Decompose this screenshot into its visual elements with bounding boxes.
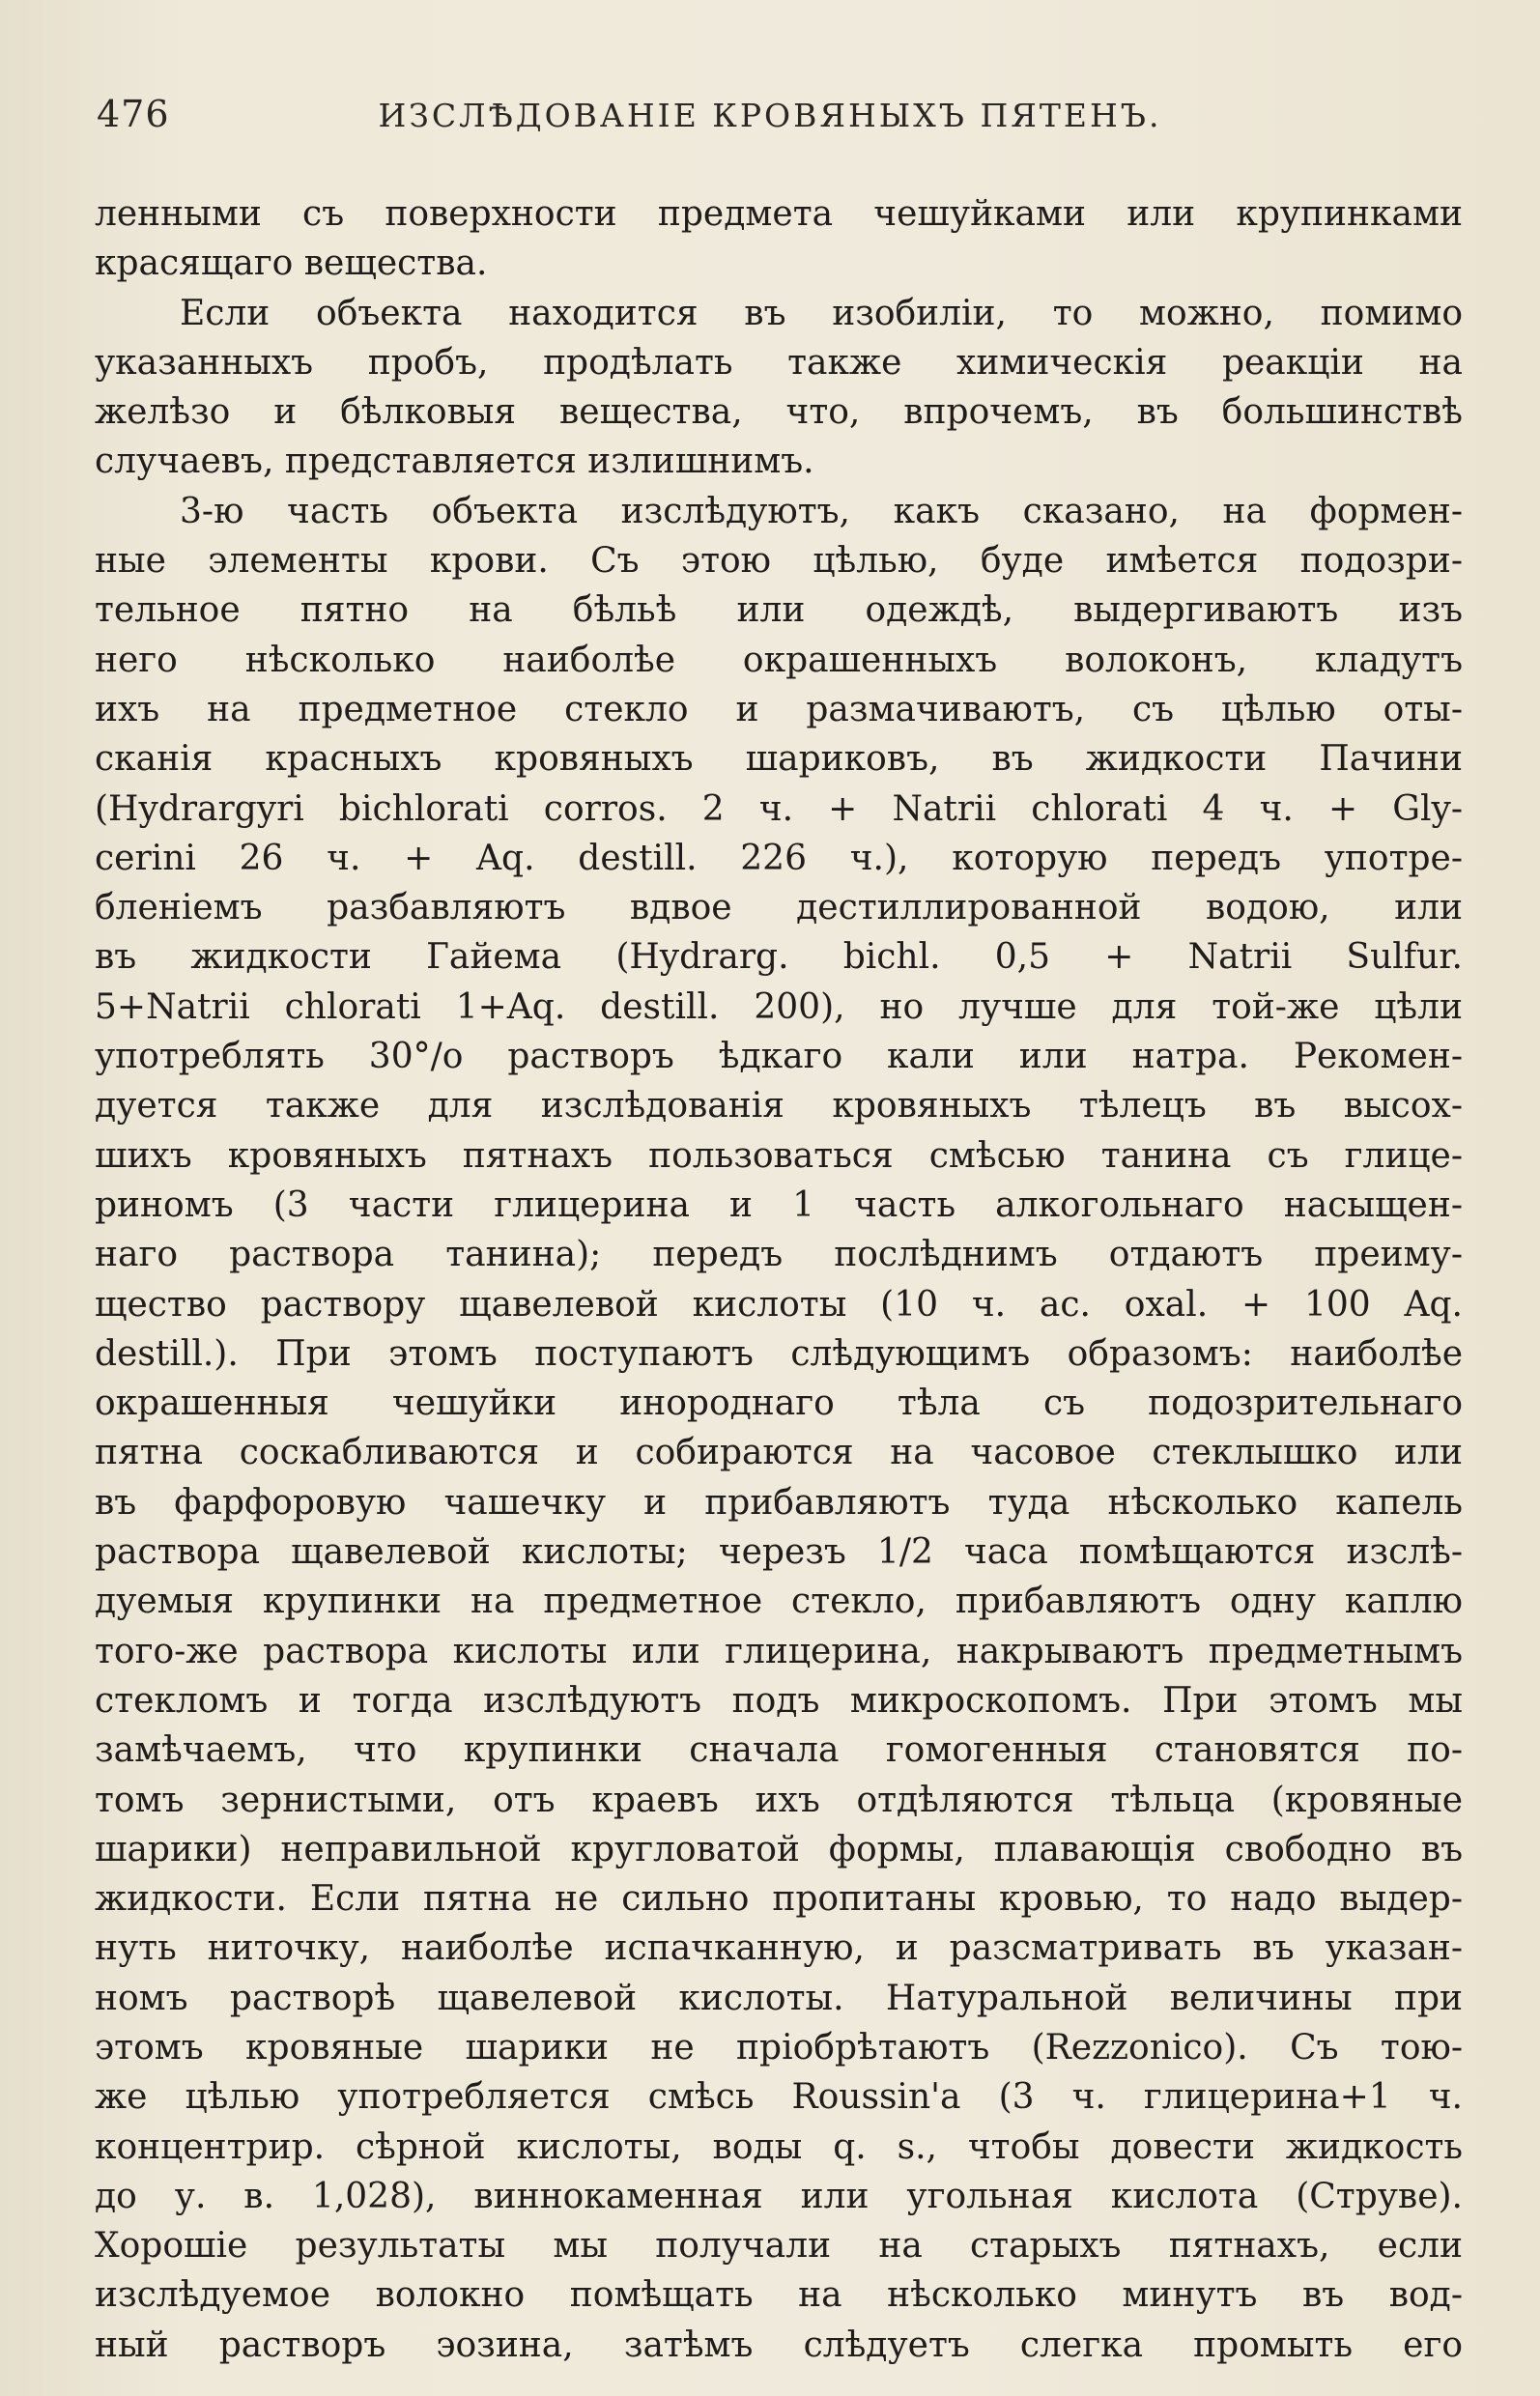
text-line: cerini 26 ч. + Aq. destill. 226 ч.), которую передъ употре- [95, 838, 1463, 878]
text-line: жидкости. Если пятна не сильно пропитаны кровью, то надо выдер- [95, 1879, 1463, 1920]
text-line: того-же раствора кислоты или глицерина, накрываютъ предметнымъ [95, 1631, 1463, 1671]
text-line: щество раствору щавелевой кислоты (10 ч. ac. oxal. + 100 Aq. [95, 1284, 1463, 1325]
text-line: Если объекта находится въ изобиліи, то можно, помимо [180, 293, 1463, 333]
text-line: наго раствора танина); передъ послѣднимъ отдаютъ преиму- [95, 1235, 1463, 1275]
text-line: этомъ кровяные шарики не пріобрѣтаютъ (Rezzonico). Съ тою- [95, 2027, 1463, 2068]
text-line: томъ зернистыми, отъ краевъ ихъ отдѣляются тѣльца (кровяные [95, 1780, 1463, 1820]
text-line: сканія красныхъ кровяныхъ шариковъ, въ жидкости Пачини [95, 739, 1463, 780]
text-line: риномъ (3 части глицерина и 1 часть алкогольнаго насыщен- [95, 1184, 1463, 1225]
page-header [97, 93, 1443, 151]
text-line: destill.). При этомъ поступаютъ слѣдующимъ образомъ: наиболѣе [95, 1333, 1463, 1374]
text-line: окрашенныя чешуйки инороднаго тѣла съ подозрительнаго [95, 1383, 1463, 1424]
text-line: 3-ю часть объекта изслѣдуютъ, какъ сказано, на формен- [180, 491, 1463, 531]
text-line: желѣзо и бѣлковыя вещества, что, впрочемъ, въ большинствѣ [95, 392, 1463, 433]
text-line: случаевъ, представляется излишнимъ. [95, 442, 814, 482]
text-line: замѣчаемъ, что крупинки сначала гомогенныя становятся по- [95, 1730, 1463, 1771]
text-line: ные элементы крови. Съ этою цѣлью, буде имѣется подозри- [95, 541, 1463, 582]
text-line: въ фарфоровую чашечку и прибавляютъ туда нѣсколько капель [95, 1482, 1463, 1523]
text-line: дуемыя крупинки на предметное стекло, прибавляютъ одну каплю [95, 1582, 1463, 1622]
text-line: бленіемъ разбавляютъ вдвое дестиллированной водою, или [95, 888, 1463, 928]
text-line: тельное пятно на бѣльѣ или одеждѣ, выдергиваютъ изъ [95, 590, 1463, 631]
text-line: ленными съ поверхности предмета чешуйками или крупинками [95, 194, 1463, 234]
text-line: дуется также для изслѣдованія кровяныхъ тѣлецъ въ высох- [95, 1086, 1463, 1127]
text-line: концентрир. сѣрной кислоты, воды q. s., чтобы довести жидкость [95, 2126, 1463, 2167]
text-line: ихъ на предметное стекло и размачиваютъ, съ цѣлью оты- [95, 689, 1463, 729]
body-text [95, 189, 1463, 2370]
text-line: шихъ кровяныхъ пятнахъ пользоваться смѣсью танина съ глице- [95, 1135, 1463, 1176]
text-line: ный растворъ эозина, затѣмъ слѣдуетъ слегка промыть его [95, 2325, 1463, 2365]
running-title: ИЗСЛѢДОВАНІЕ КРОВЯНЫХЪ ПЯТЕНЪ. [378, 97, 1162, 134]
text-line: него нѣсколько наиболѣе окрашенныхъ волоконъ, кладутъ [95, 640, 1463, 680]
text-line: же цѣлью употребляется смѣсь Roussin'а (3 ч. глицерина+1 ч. [95, 2077, 1463, 2118]
text-line: нуть ниточку, наиболѣе испачканную, и разсматривать въ указан- [95, 1928, 1463, 1969]
text-line: въ жидкости Гайема (Hydrarg. bichl. 0,5 + Natrii Sulfur. [95, 937, 1463, 978]
text-line: номъ растворѣ щавелевой кислоты. Натуральной величины при [95, 1978, 1463, 2018]
text-line: шарики) неправильной кругловатой формы, плавающія свободно въ [95, 1829, 1463, 1869]
text-line: пятна соскабливаются и собираются на часовое стеклышко или [95, 1433, 1463, 1473]
text-line: до у. в. 1,028), виннокаменная или угольная кислота (Струве). [95, 2176, 1463, 2216]
text-line: стекломъ и тогда изслѣдуютъ подъ микроскопомъ. При этомъ мы [95, 1680, 1463, 1721]
text-line: Хорошіе результаты мы получали на старыхъ пятнахъ, если [95, 2226, 1463, 2267]
text-line: 5+Natrii chlorati 1+Aq. destill. 200), но лучше для той-же цѣли [95, 986, 1463, 1027]
text-line: красящаго вещества. [95, 243, 488, 284]
text-line: указанныхъ пробъ, продѣлать также химическія реакціи на [95, 342, 1463, 383]
page-number: 476 [97, 93, 170, 135]
text-line: употреблять 30°/o растворъ ѣдкаго кали или натра. Рекомен- [95, 1037, 1463, 1077]
text-line: изслѣдуемое волокно помѣщать на нѣсколько минутъ въ вод- [95, 2275, 1463, 2316]
text-line: (Hydrargyri bichlorati corros. 2 ч. + Natrii chlorati 4 ч. + Gly- [95, 788, 1463, 829]
text-line: раствора щавелевой кислоты; черезъ 1/2 часа помѣщаются изслѣ- [95, 1532, 1463, 1573]
